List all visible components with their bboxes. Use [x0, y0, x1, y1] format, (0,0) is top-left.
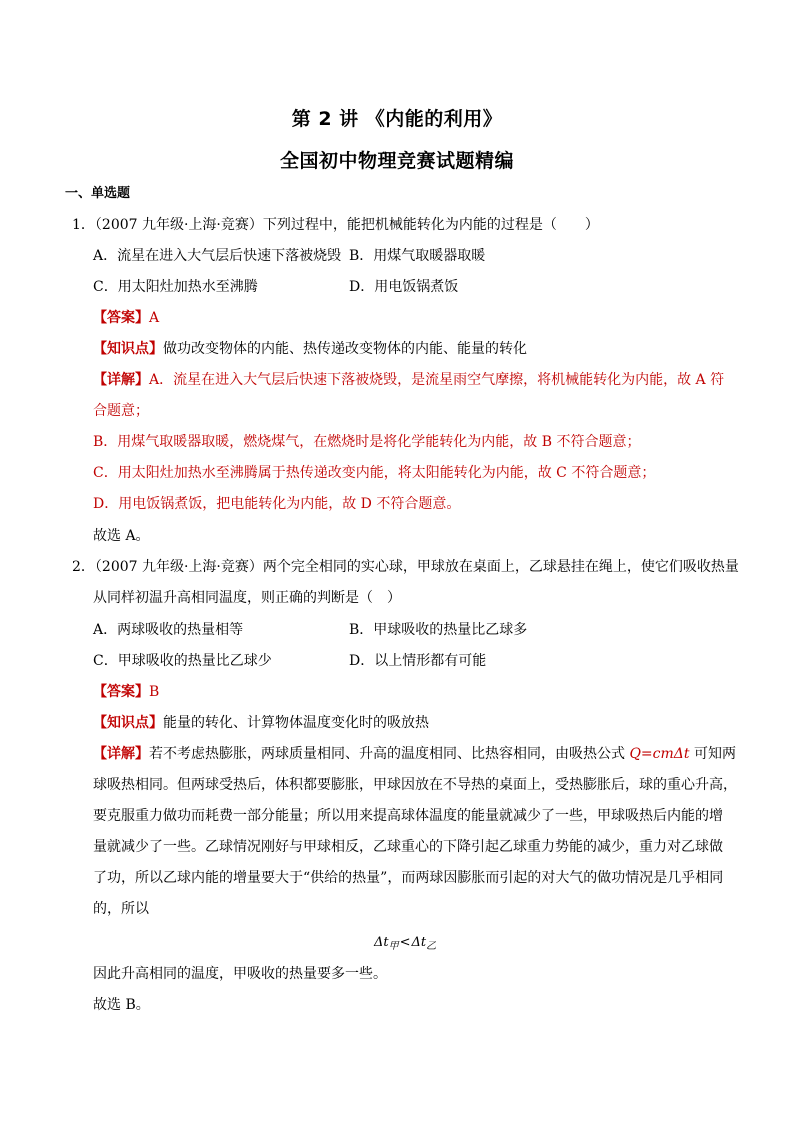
knowledge-point-tag: 【知识点】: [93, 341, 163, 357]
knowledge-point-text: 做功改变物体的内能、热传递改变物体的内能、能量的转化: [163, 341, 527, 357]
question-2-knowledge-point: [93, 713, 429, 733]
formula-operator: <: [399, 935, 411, 950]
question-2-option-d: D．以上情形都有可能: [349, 653, 487, 669]
detail-line: 要克服重力做功而耗费一部分能量；所以用来提高球体温度的能量就减少了一些，甲球吸热后内能的增: [93, 808, 723, 824]
answer-tag: 【答案】: [93, 684, 149, 700]
detail-line: 合题意；: [93, 403, 149, 419]
formula-left-sub: 甲: [388, 941, 399, 952]
detail-line: 量就减少了一些。乙球情况刚好与甲球相反，乙球重心的下降引起乙球重力势能的减少，重力对乙球做: [93, 839, 723, 855]
formula-right: Δt: [411, 935, 427, 950]
detail-tag: 【详解】: [93, 372, 149, 388]
detail-line: C．用太阳灶加热水至沸腾属于热传递改变内能，将太阳能转化为内能，故 C 不符合题意；: [93, 465, 656, 481]
knowledge-point-text: 能量的转化、计算物体温度变化时的吸放热: [163, 715, 429, 731]
section-heading: 一、单选题: [65, 186, 131, 201]
knowledge-point-tag: 【知识点】: [93, 715, 163, 731]
detail-line: 球吸热相同。但两球受热后，体积都要膨胀，甲球因放在不导热的桌面上，受热膨胀后，球的重心升高，: [93, 777, 737, 793]
page-title: 第 2 讲 《内能的利用》: [291, 108, 503, 130]
question-1-answer: [93, 308, 159, 328]
question-2-answer: [93, 682, 159, 702]
question-1-option-c: C．用太阳灶加热水至沸腾: [93, 279, 258, 295]
question-2-after-text: 因此升高相同的温度，甲吸收的热量要多一些。: [93, 966, 387, 982]
detail-line: 了功，所以乙球内能的增量要大于“供给的热量”，而两球因膨胀而引起的对大气的做功情况是几乎相同: [93, 870, 724, 886]
question-1-option-b: B．用煤气取暖器取暖: [349, 248, 486, 264]
page-subtitle: 全国初中物理竞赛试题精编: [279, 150, 514, 172]
detail-text: 若不考虑热膨胀，两球质量相同、升高的温度相同、比热容相同，由吸热公式: [149, 746, 630, 762]
question-1-option-a: A．流星在进入大气层后快速下落被烧毁: [93, 248, 342, 264]
question-1-stem: 1．（2007 九年级·上海·竞赛）下列过程中，能把机械能转化为内能的过程是（ ）: [72, 217, 599, 233]
heat-formula: Q=cmΔt: [629, 746, 690, 762]
question-2-option-b: B．甲球吸收的热量比乙球多: [349, 622, 528, 638]
temperature-comparison-formula: [374, 934, 436, 950]
question-2-detail: [93, 744, 736, 764]
question-1-conclusion: 故选 A。: [93, 528, 150, 544]
question-1-option-d: D．用电饭锅煮饭: [349, 279, 459, 295]
detail-line: 的，所以: [93, 901, 149, 917]
answer-value: B: [149, 684, 160, 700]
detail-tag: 【详解】: [93, 746, 149, 762]
question-2-stem: 从同样初温升高相同温度，则正确的判断是（ ）: [93, 590, 401, 606]
detail-line: D．用电饭锅煮饭，把电能转化为内能，故 D 不符合题意。: [93, 496, 461, 512]
question-2-option-a: A．两球吸收的热量相等: [93, 622, 244, 638]
question-1-detail: [93, 370, 724, 390]
question-2-stem: 2．（2007 九年级·上海·竞赛）两个完全相同的实心球，甲球放在桌面上，乙球悬挂在绳上，使它们吸收热量: [72, 559, 739, 575]
detail-text: 可知两: [689, 746, 736, 762]
question-2-option-c: C．甲球吸收的热量比乙球少: [93, 653, 272, 669]
formula-left: Δt: [374, 935, 389, 950]
detail-line: A．流星在进入大气层后快速下落被烧毁，是流星雨空气摩擦，将机械能转化为内能，故 A 符: [149, 372, 725, 388]
formula-right-sub: 乙: [426, 941, 437, 952]
question-1-knowledge-point: [93, 339, 527, 359]
detail-line: B．用煤气取暖器取暖，燃烧煤气，在燃烧时是将化学能转化为内能，故 B 不符合题意；: [93, 434, 641, 450]
answer-tag: 【答案】: [93, 310, 149, 326]
answer-value: A: [149, 310, 160, 326]
question-2-conclusion: 故选 B。: [93, 997, 150, 1013]
